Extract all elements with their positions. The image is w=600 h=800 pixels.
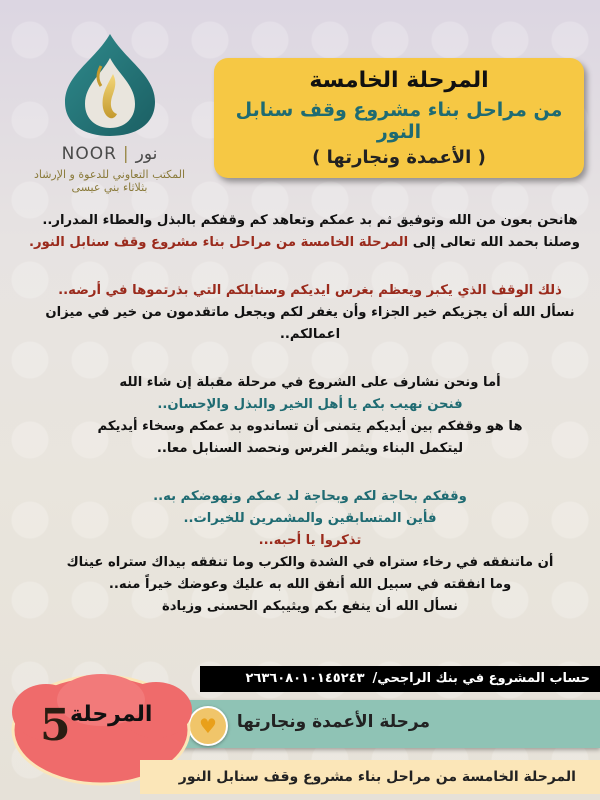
text-line: أما ونحن نشارف على الشروع في مرحلة مقبلة إن شاء الله (119, 375, 501, 390)
bank-account-label: حساب المشروع في بنك الراجحي/ (372, 671, 590, 686)
stage-bubble-number: 5 (40, 700, 71, 751)
text-line: نسأل الله أن يجزيكم خير الجزاء وأن يغفر لكم ويجعل ماتقدمون من خير في ميزان (45, 305, 575, 320)
logo-org-location: بثلاثاء بني عيسى (71, 181, 148, 194)
logo-brand-arabic: نور (135, 144, 158, 164)
text-line: تذكروا يا أحبه... (258, 533, 362, 548)
stage-bubble-label: المرحلة (70, 702, 153, 727)
bank-account-bar (200, 666, 600, 692)
text-line: ليتكمل البناء ويثمر الغرس ونحصد السنابل معا.. (156, 441, 464, 456)
paragraph-3 (40, 372, 580, 460)
heart-icon: ♥ (188, 706, 228, 746)
text-line: نسأل الله أن ينفع بكم ويثيبكم الحسنى وزيادة (161, 599, 458, 614)
text-line: ذلك الوقف الذي يكبر ويعظم بغرس ايديكم وسنابلكم التي بذرتموها في أرضه.. (58, 283, 562, 298)
logo (22, 30, 197, 200)
text-line: اعمالكم.. (279, 327, 341, 342)
stage-bar (180, 700, 600, 748)
text-line (29, 232, 580, 254)
logo-brand-latin: NOOR (61, 144, 117, 164)
text-span: وصلنا بحمد الله تعالى إلى (408, 235, 580, 250)
title-line-1: المرحلة الخامسة (309, 68, 489, 93)
bank-account-number: ٢٦٣٦٠٨٠١٠١٤٥٢٤٣ (245, 671, 365, 686)
stage-bar-label: مرحلة الأعمدة ونجارتها (236, 712, 430, 732)
logo-brand: NOOR | نور (61, 144, 158, 164)
paragraph-4 (40, 486, 580, 618)
title-line-2: من مراحل بناء مشروع وقف سنابل النور (235, 99, 563, 143)
text-line: هانحن بعون من الله وتوفيق ثم بد عمكم وتعاهد كم وقفكم بالبذل والعطاء المدرار.. (42, 213, 578, 228)
title-box (214, 58, 584, 178)
footer-caption: المرحلة الخامسة من مراحل بناء مشروع وقف سنابل النور (140, 760, 600, 794)
text-line: أن ماتنفقه في رخاء ستراه في الشدة والكرب وما تنفقه بيداك ستراه عيناك (66, 555, 554, 570)
body-content (29, 210, 580, 644)
text-line: وما انفقته في سبيل الله أنفق الله به عليك وعوضك خيراً منه.. (108, 577, 512, 592)
text-line: فنحن نهيب بكم يا أهل الخير والبذل والإحسان.. (157, 397, 463, 412)
logo-org-name: المكتب التعاوني للدعوة و الإرشاد (33, 168, 186, 181)
text-line: ها هو وقفكم بين أيديكم يتمنى أن تساندوه بد عمكم وسخاء أيديكم (97, 419, 523, 434)
text-line: فأين المتسابقين والمشمرين للخيرات.. (183, 511, 437, 526)
text-line: وقفكم بحاجة لكم وبحاجة لد عمكم ونهوضكم به.. (153, 489, 467, 504)
highlight-span: المرحلة الخامسة من مراحل بناء مشروع وقف سنابل النور. (29, 235, 409, 250)
title-line-3: ( الأعمدة ونجارتها ) (312, 147, 486, 168)
paragraph-2 (40, 280, 580, 346)
flame-logo-icon (55, 30, 165, 140)
paragraph-1 (29, 210, 580, 254)
